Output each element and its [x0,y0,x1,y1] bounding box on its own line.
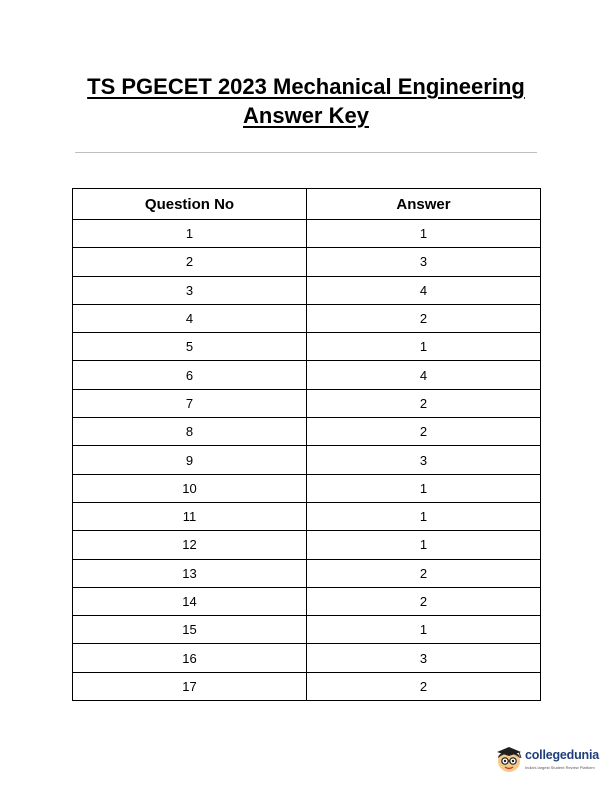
answer-cell: 3 [307,644,541,672]
answer-cell: 1 [307,220,541,248]
table-body [73,220,541,701]
question-number-cell: 4 [73,304,307,332]
answer-cell: 1 [307,616,541,644]
horizontal-divider [75,152,537,153]
answer-cell: 1 [307,531,541,559]
question-number-cell: 16 [73,644,307,672]
header-question-no: Question No [73,189,307,220]
mascot-icon [494,744,524,774]
question-number-cell: 9 [73,446,307,474]
logo-name: collegedunia [525,748,600,762]
answer-cell: 2 [307,304,541,332]
question-number-cell: 7 [73,389,307,417]
table-row [73,446,541,474]
logo-tagline: India's largest Student Review Platform [525,765,595,770]
table-row [73,672,541,700]
table-row [73,418,541,446]
answer-cell: 2 [307,587,541,615]
header-answer: Answer [307,189,541,220]
table-row [73,361,541,389]
table-row [73,220,541,248]
table-row [73,248,541,276]
question-number-cell: 1 [73,220,307,248]
answer-cell: 2 [307,672,541,700]
table-row [73,559,541,587]
answer-cell: 4 [307,361,541,389]
table-row [73,276,541,304]
question-number-cell: 17 [73,672,307,700]
question-number-cell: 11 [73,502,307,530]
table-row [73,389,541,417]
question-number-cell: 6 [73,361,307,389]
table-row [73,616,541,644]
answer-cell: 2 [307,418,541,446]
title-line-2: Answer Key [243,103,369,128]
question-number-cell: 2 [73,248,307,276]
table-row [73,474,541,502]
question-number-cell: 15 [73,616,307,644]
question-number-cell: 3 [73,276,307,304]
answer-cell: 2 [307,559,541,587]
table-row [73,587,541,615]
answer-cell: 3 [307,446,541,474]
table-row [73,502,541,530]
question-number-cell: 14 [73,587,307,615]
answer-cell: 4 [307,276,541,304]
page-title [0,72,612,130]
table-row [73,333,541,361]
answer-cell: 1 [307,474,541,502]
question-number-cell: 13 [73,559,307,587]
answer-cell: 1 [307,333,541,361]
question-number-cell: 10 [73,474,307,502]
table-row [73,531,541,559]
answer-key-table [72,188,541,701]
table-row [73,304,541,332]
title-line-1: TS PGECET 2023 Mechanical Engineering [87,74,525,99]
question-number-cell: 5 [73,333,307,361]
answer-cell: 1 [307,502,541,530]
table-row [73,644,541,672]
answer-cell: 3 [307,248,541,276]
answer-cell: 2 [307,389,541,417]
table-header-row [73,189,541,220]
question-number-cell: 12 [73,531,307,559]
collegedunia-logo [494,742,612,778]
question-number-cell: 8 [73,418,307,446]
